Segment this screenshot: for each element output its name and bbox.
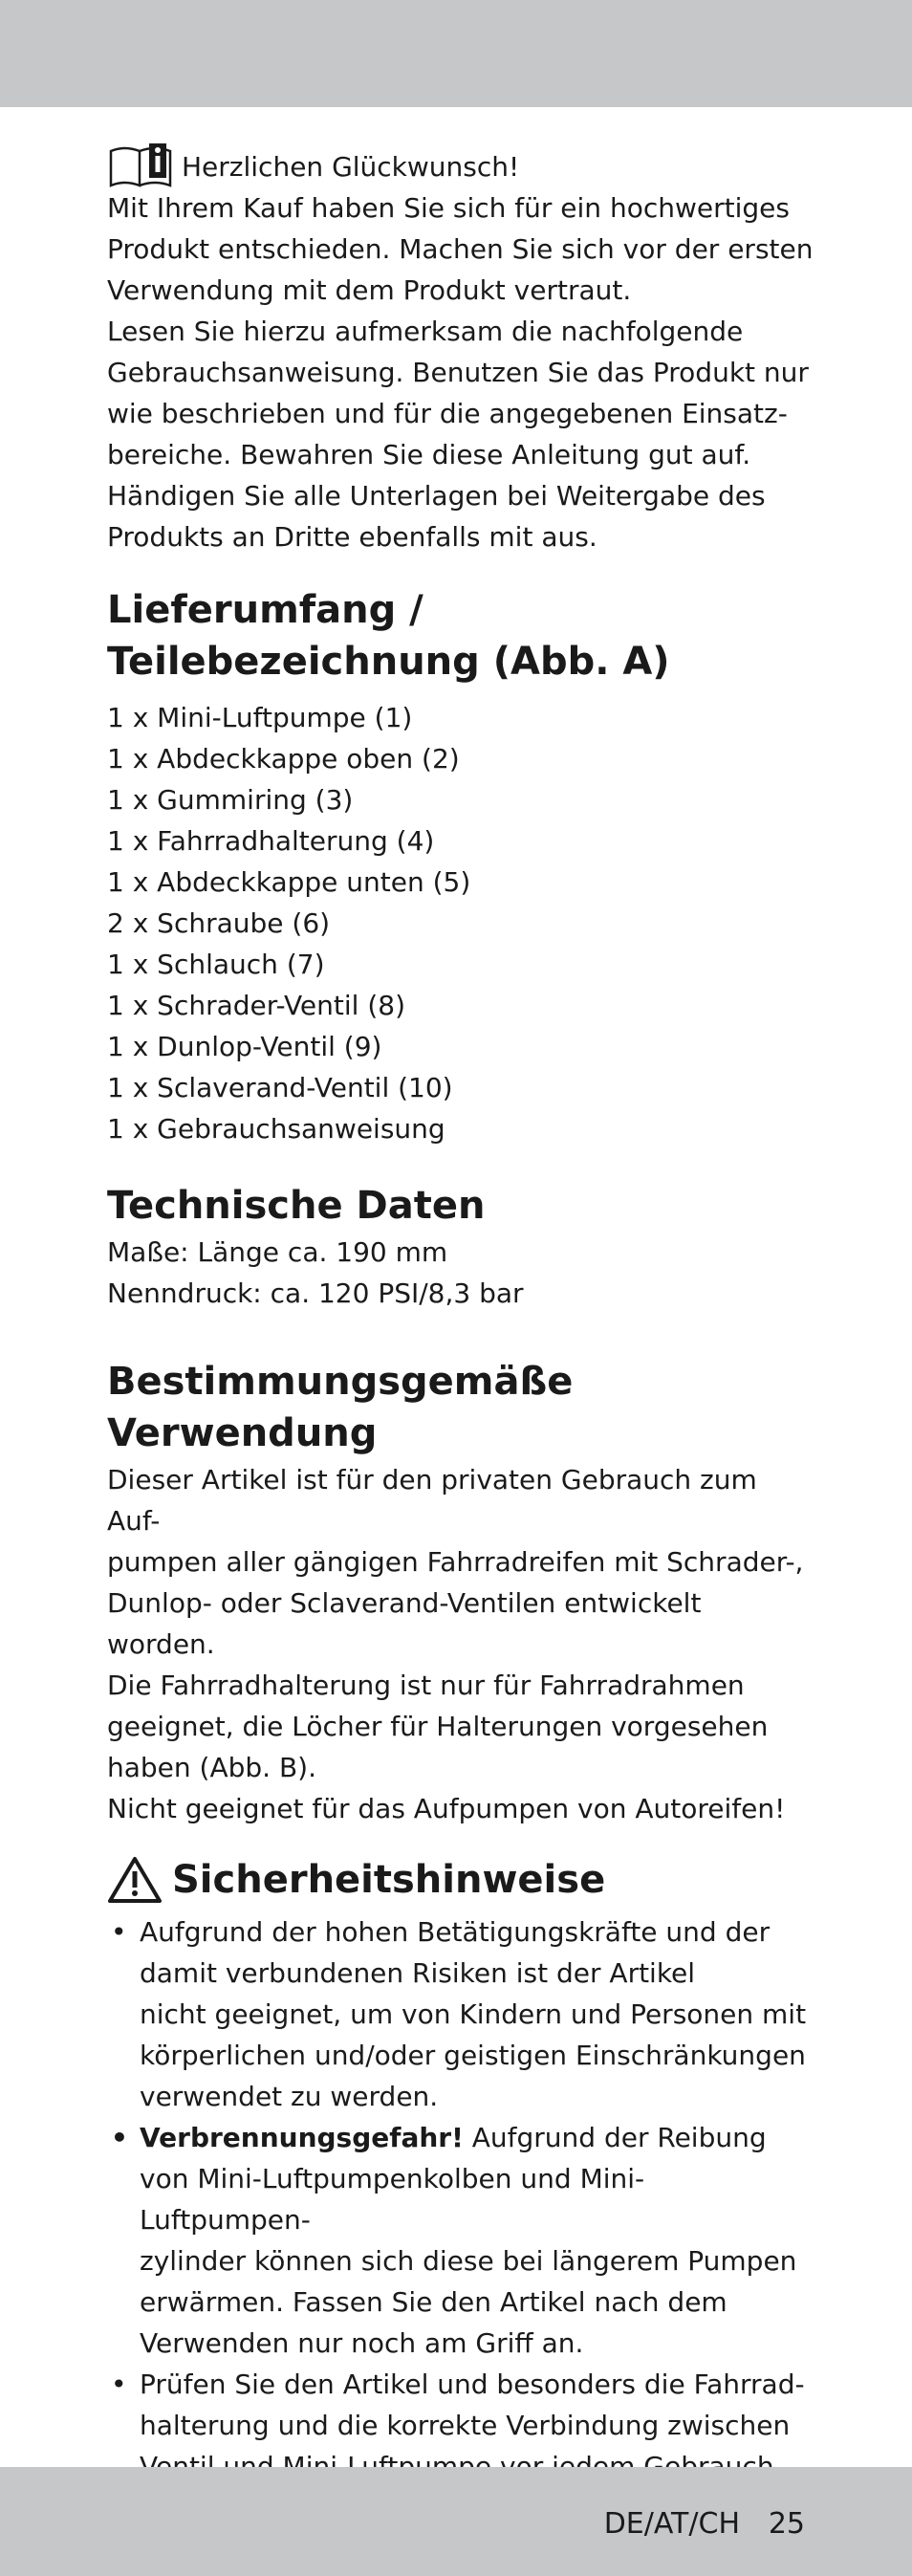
list-item: 1 x Fahrradhalterung (4) — [107, 825, 435, 857]
intro-line: Produkts an Dritte ebenfalls mit aus. — [107, 521, 597, 553]
page-number: 25 — [768, 2507, 805, 2541]
bullet-line: zylinder können sich diese bei längerem Pumpen — [140, 2245, 797, 2277]
heading-line: Teilebezeichnung (Abb. A) — [107, 640, 670, 684]
intro-line: Gebrauchsanweisung. Benutzen Sie das Produkt nur — [107, 357, 809, 388]
bullet-dot: • — [111, 1916, 127, 1948]
intro-line: Lesen Sie hierzu aufmerksam die nachfolgende — [107, 316, 744, 347]
sicherheit-heading-row — [107, 1854, 814, 1906]
burn-warning-label: Verbrennungsgefahr! — [140, 2122, 464, 2153]
bullet-line: von Mini-Luftpumpenkolben und Mini-Luftpumpen- — [140, 2163, 645, 2236]
bullet-line: verwendet zu werden. — [140, 2081, 439, 2112]
list-item: 1 x Abdeckkappe unten (5) — [107, 866, 471, 898]
bullet-line: erwärmen. Fassen Sie den Artikel nach dem — [140, 2286, 727, 2318]
bullet-line: halterung und die korrekte Verbindung zwischen — [140, 2410, 791, 2441]
bestimmung-heading — [107, 1356, 814, 1459]
warning-triangle-icon — [107, 1855, 163, 1905]
info-book-icon — [107, 142, 174, 187]
list-item: 1 x Gebrauchsanweisung — [107, 1113, 445, 1145]
text-line: Die Fahrradhalterung ist nur für Fahrradrahmen — [107, 1670, 745, 1701]
text-line: Dunlop- oder Sclaverand-Ventilen entwickelt worden. — [107, 1587, 702, 1660]
bullet-line: Prüfen Sie den Artikel und besonders die Fahrrad- — [140, 2369, 805, 2400]
intro-title: Herzlichen Glückwunsch! — [182, 151, 520, 183]
bullet-dot: • — [111, 2122, 128, 2153]
intro-line: Verwendung mit dem Produkt vertraut. — [107, 274, 632, 306]
bullet-line: nicht geeignet, um von Kindern und Personen mit — [140, 1998, 807, 2030]
intro-line: wie beschrieben und für die angegebenen Einsatz- — [107, 398, 788, 429]
bullet-dot: • — [111, 2369, 127, 2400]
list-item — [107, 1911, 814, 2117]
intro-section — [107, 142, 814, 557]
list-item: 1 x Mini-Luftpumpe (1) — [107, 702, 413, 733]
spec-line: Nenndruck: ca. 120 PSI/8,3 bar — [107, 1277, 524, 1309]
intro-text — [107, 187, 814, 557]
list-item: 1 x Gummiring (3) — [107, 784, 354, 816]
intro-line: Mit Ihrem Kauf haben Sie sich für ein hochwertiges — [107, 192, 790, 224]
list-item: 1 x Schrader-Ventil (8) — [107, 990, 406, 1021]
page-content — [107, 142, 814, 2528]
bestimmung-text — [107, 1459, 814, 1829]
list-item: 1 x Dunlop-Ventil (9) — [107, 1031, 382, 1062]
list-item — [107, 2117, 814, 2364]
safety-list — [107, 1911, 814, 2528]
technische-daten-section — [107, 1180, 814, 1314]
sicherheit-section — [107, 1854, 814, 2528]
bullet-line: Aufgrund der hohen Betätigungskräfte und der — [140, 1916, 771, 1948]
text-line: Nicht geeignet für das Aufpumpen von Autoreifen! — [107, 1793, 786, 1824]
sicherheit-heading: Sicherheitshinweise — [172, 1858, 606, 1902]
list-item: 1 x Schlauch (7) — [107, 949, 325, 980]
text-line: haben (Abb. B). — [107, 1752, 317, 1783]
bestimmung-section — [107, 1356, 814, 1829]
lieferumfang-section — [107, 584, 814, 1149]
lieferumfang-heading — [107, 584, 814, 688]
header-bar — [0, 0, 912, 107]
heading-line: Lieferumfang / — [107, 588, 423, 632]
bullet-line: Verwenden nur noch am Griff an. — [140, 2327, 584, 2359]
parts-list — [107, 697, 814, 1149]
heading-line: Bestimmungsgemäße — [107, 1360, 574, 1404]
intro-title-row — [107, 142, 814, 187]
spec-line: Maße: Länge ca. 190 mm — [107, 1236, 448, 1268]
bullet-line: damit verbundenen Risiken ist der Artikel — [140, 1957, 696, 1989]
intro-line: Produkt entschieden. Machen Sie sich vor der ersten — [107, 233, 814, 265]
intro-line: Händigen Sie alle Unterlagen bei Weitergabe des — [107, 480, 766, 512]
list-item: 2 x Schraube (6) — [107, 907, 331, 939]
bullet-line: körperlichen und/oder geistigen Einschränkungen — [140, 2040, 806, 2071]
text-line: Dieser Artikel ist für den privaten Gebrauch zum Auf- — [107, 1464, 757, 1537]
text-line: geeignet, die Löcher für Halterungen vorgesehen — [107, 1711, 769, 1742]
footer-region: DE/AT/CH — [603, 2507, 740, 2541]
intro-line: bereiche. Bewahren Sie diese Anleitung gut auf. — [107, 439, 751, 470]
technische-daten-heading: Technische Daten — [107, 1184, 486, 1228]
bullet-line: Aufgrund der Reibung — [463, 2122, 767, 2153]
heading-line: Verwendung — [107, 1411, 378, 1455]
list-item: 1 x Abdeckkappe oben (2) — [107, 743, 460, 775]
list-item: 1 x Sclaverand-Ventil (10) — [107, 1072, 453, 1103]
text-line: pumpen aller gängigen Fahrradreifen mit Schrader-, — [107, 1546, 804, 1578]
technische-daten-text — [107, 1232, 814, 1314]
